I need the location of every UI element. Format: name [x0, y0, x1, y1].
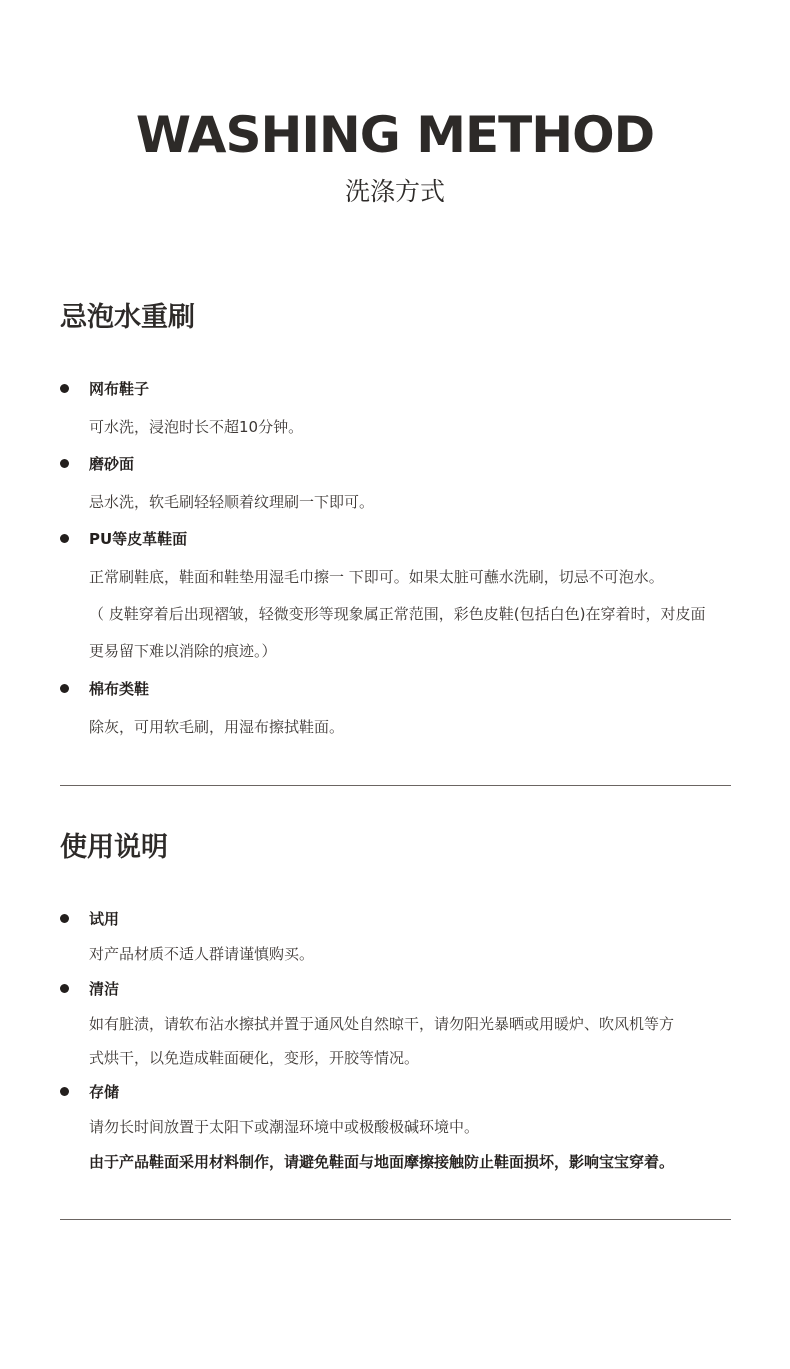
page-title: WASHING METHOD — [135, 106, 655, 164]
bullet-icon — [60, 1087, 69, 1096]
item-text: 可水洗，浸泡时长不超10分钟。 — [89, 418, 304, 436]
section-title: 忌泡水重刷 — [60, 302, 195, 333]
section-title: 使用说明 — [60, 832, 168, 863]
page-subtitle: 洗涤方式 — [344, 177, 445, 206]
item-text: 请勿长时间放置于太阳下或潮湿环境中或极酸极碱环境中。 — [89, 1118, 480, 1136]
item-note: 由于产品鞋面采用材料制作，请避免鞋面与地面摩擦接触防止鞋面损坏，影响宝宝穿着。 — [89, 1153, 675, 1171]
item-text: （ 皮鞋穿着后出现褶皱，轻微变形等现象属正常范围，彩色皮鞋(包括白色)在穿着时，对皮面 — [89, 605, 706, 623]
item-title: 存储 — [89, 1083, 120, 1101]
item-title: 棉布类鞋 — [89, 680, 150, 698]
item-title: 试用 — [89, 910, 120, 928]
item-title: PU等皮革鞋面 — [89, 530, 188, 548]
section-instructions — [60, 830, 750, 1190]
bullet-icon — [60, 384, 69, 393]
bullet-icon — [60, 984, 69, 993]
item-title: 网布鞋子 — [89, 380, 150, 398]
page-header — [0, 106, 790, 208]
item-text: 除灰，可用软毛刷，用湿布擦拭鞋面。 — [89, 718, 345, 736]
item-text: 忌水洗，软毛刷轻轻顺着纹理刷一下即可。 — [89, 493, 375, 511]
section-no-soaking — [60, 300, 750, 740]
item-text: 正常刷鞋底，鞋面和鞋垫用湿毛巾擦一 下即可。如果太脏可蘸水洗刷，切忌不可泡水。 — [89, 568, 664, 586]
bullet-icon — [60, 914, 69, 923]
bullet-icon — [60, 534, 69, 543]
bullet-icon — [60, 459, 69, 468]
item-text: 式烘干，以免造成鞋面硬化，变形，开胶等情况。 — [89, 1049, 420, 1067]
section-divider — [60, 1219, 731, 1220]
item-text: 更易留下难以消除的痕迹。） — [89, 642, 277, 660]
item-text: 如有脏渍，请软布沾水擦拭并置于通风处自然晾干，请勿阳光暴晒或用暖炉、吹风机等方 — [89, 1015, 675, 1033]
item-title: 磨砂面 — [89, 455, 135, 473]
item-text: 对产品材质不适人群请谨慎购买。 — [89, 945, 315, 963]
bullet-icon — [60, 684, 69, 693]
item-title: 清洁 — [89, 980, 120, 998]
section-divider — [60, 785, 731, 786]
